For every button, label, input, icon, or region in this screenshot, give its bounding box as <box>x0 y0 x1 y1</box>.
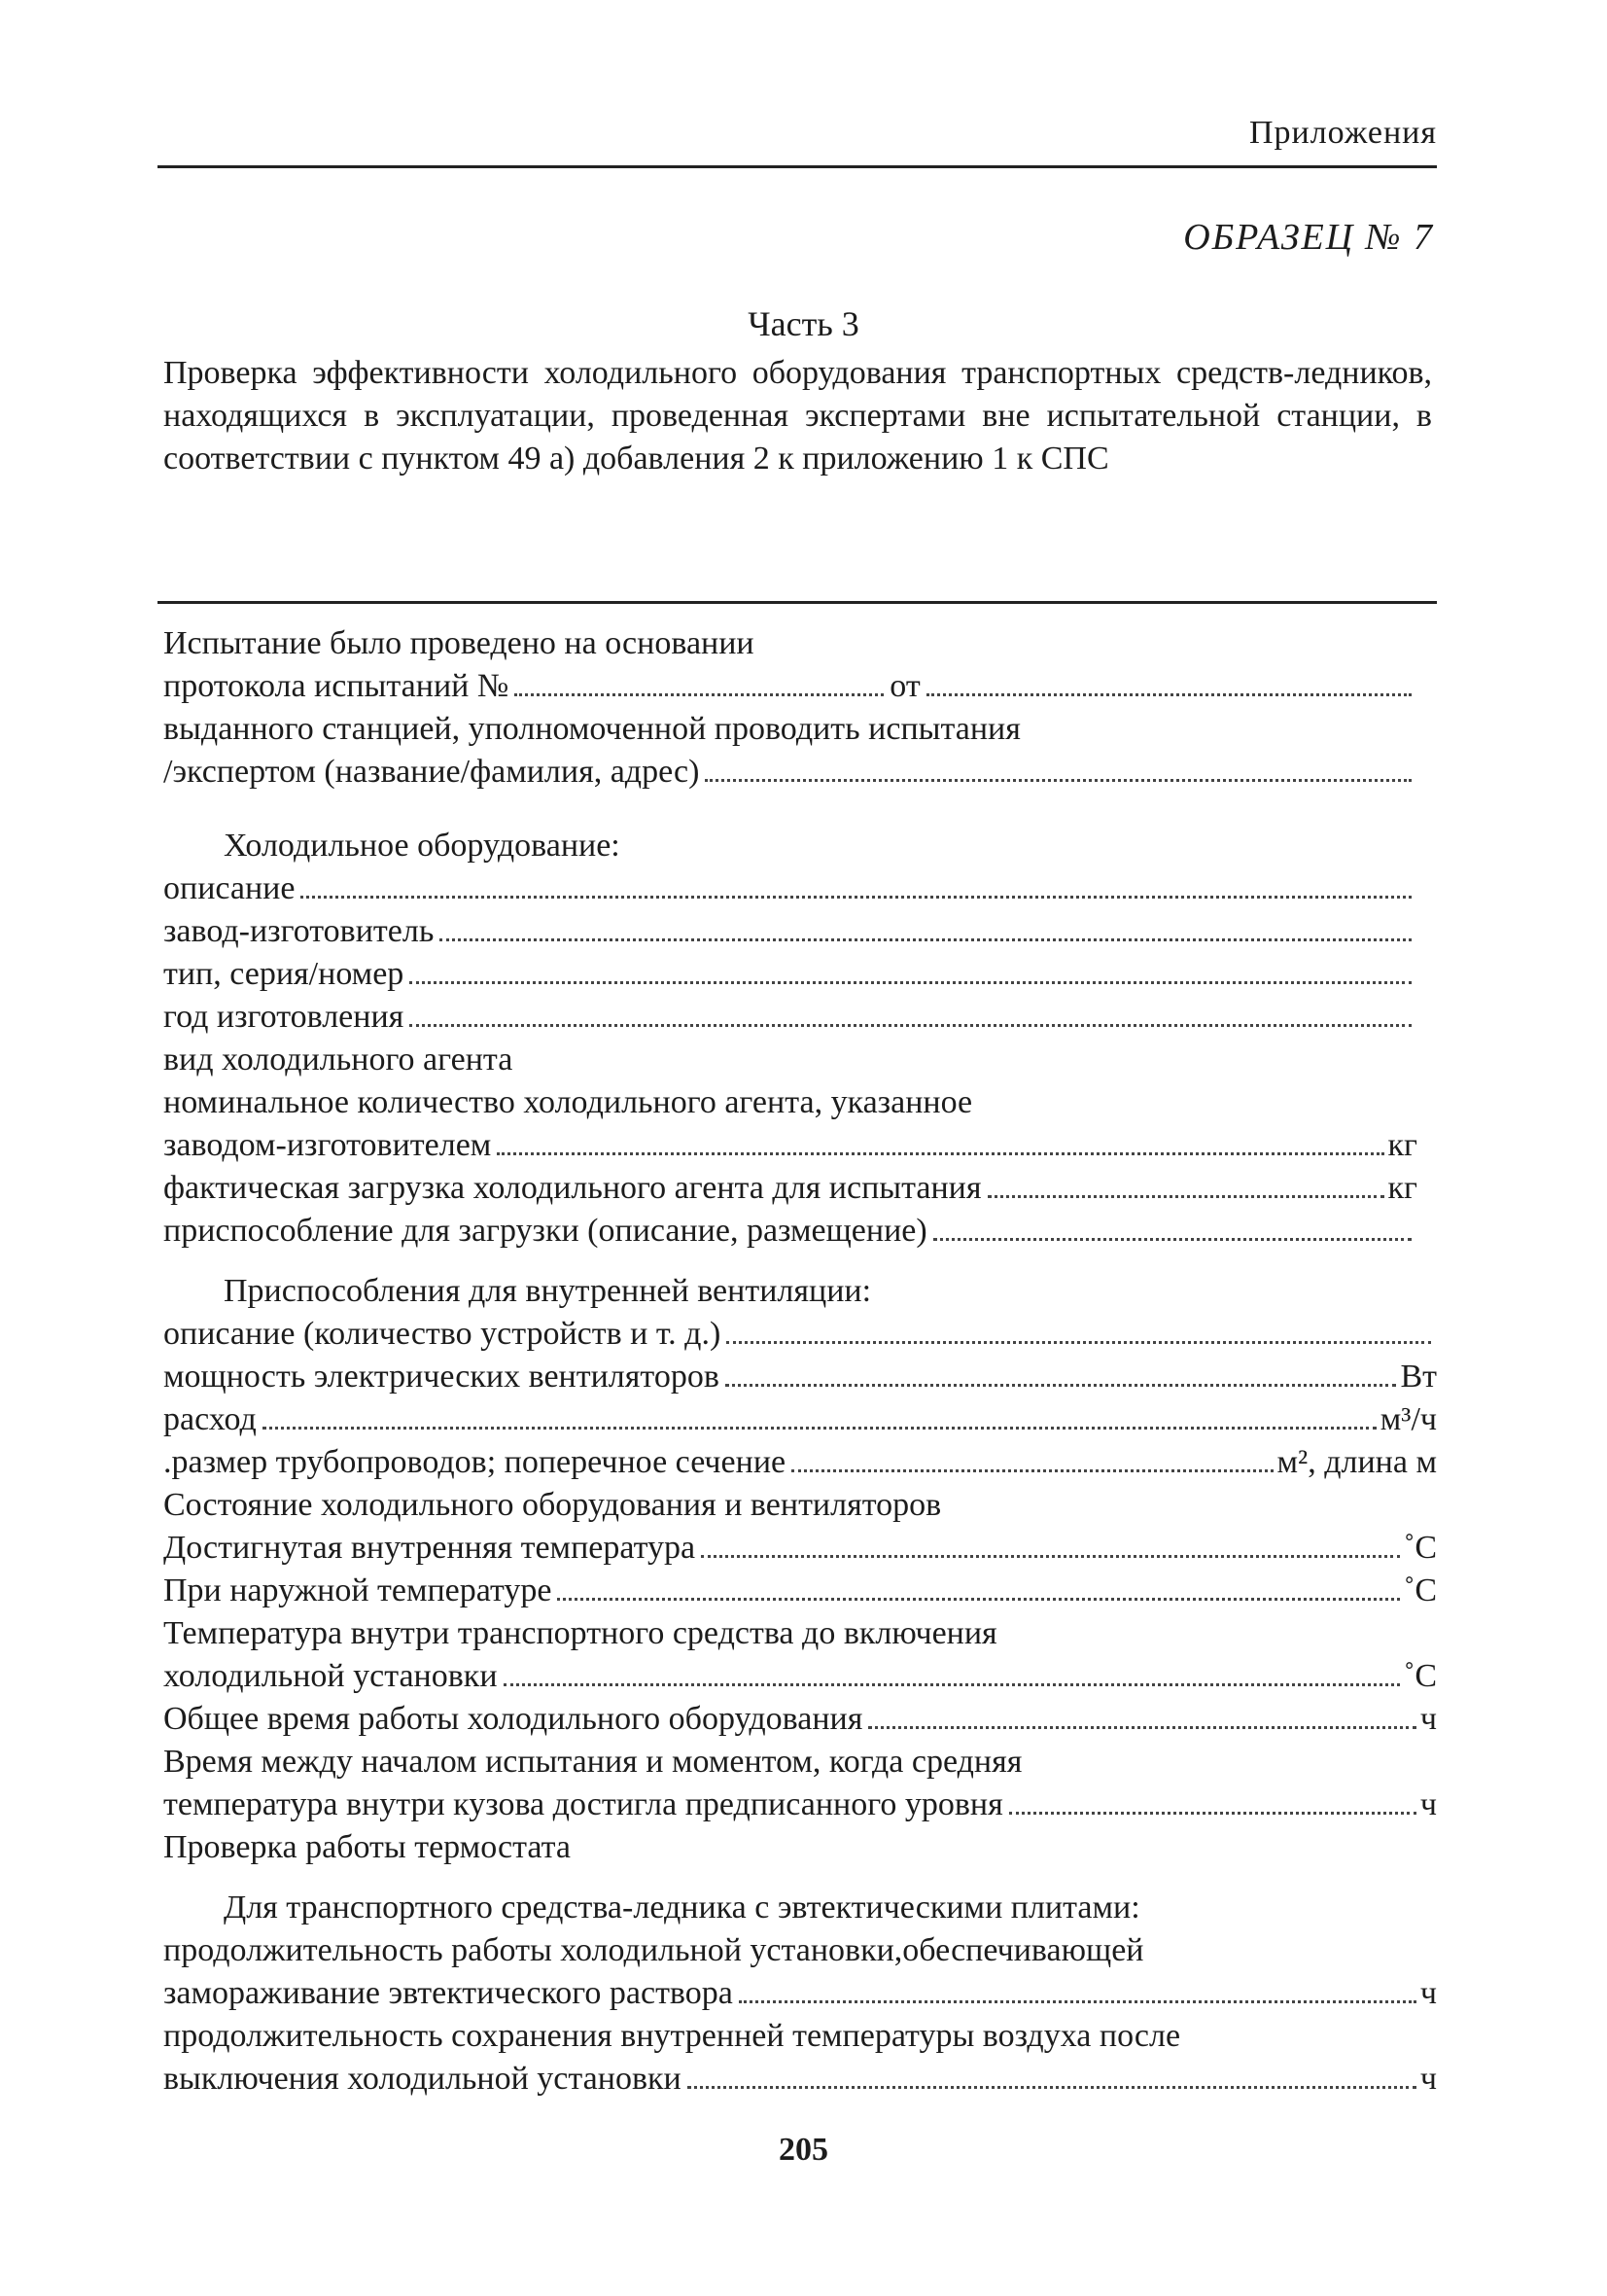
time-line-2: температура внутри кузова достигла предписанного уровня ч <box>163 1786 1437 1822</box>
hold-time-field[interactable] <box>687 2086 1416 2089</box>
total-time-field[interactable] <box>868 1726 1415 1729</box>
nominal-line-1: номинальное количество холодильного агента, указанное <box>163 1084 973 1120</box>
intro-paragraph: Проверка эффективности холодильного оборудования транспортных средств-ледников, находящихся в эксплуатации, проведенная экспертами вне испытательной станции, в соответствии с пунктом 49 а) добавления 2 к приложению 1 к СПС <box>163 355 1432 477</box>
hold-line-1: продолжительность сохранения внутренней температуры воздуха после <box>163 2018 1181 2054</box>
basis-section <box>163 622 1417 794</box>
part-title: Часть 3 <box>748 304 859 343</box>
reach-time-field[interactable] <box>1009 1812 1416 1815</box>
freeze-time-field[interactable] <box>739 2000 1416 2003</box>
ventilation-heading: Приспособления для внутренней вентиляции: <box>224 1273 872 1309</box>
ventilation-description-field[interactable] <box>726 1341 1431 1344</box>
expert-field[interactable] <box>705 779 1412 782</box>
flow-line: расход м³/ч <box>163 1401 1437 1437</box>
sample-number: ОБРАЗЕЦ № 7 <box>1183 217 1434 258</box>
nominal-line-2: заводом-изготовителем кг <box>163 1127 1417 1163</box>
duct-section-field[interactable] <box>791 1469 1273 1472</box>
eutectic-section <box>163 1887 1437 2101</box>
refrigeration-section <box>163 825 1417 1253</box>
eutectic-heading: Для транспортного средства-ледника с эвтектическими плитами: <box>224 1890 1140 1925</box>
freeze-line-1: продолжительность работы холодильной установки,обеспечивающей <box>163 1932 1144 1968</box>
actual-charge-field[interactable] <box>988 1195 1384 1198</box>
hold-line-2: выключения холодильной установки ч <box>163 2061 1437 2097</box>
before-temp-line-1: Температура внутри транспортного средства до включения <box>163 1615 997 1651</box>
external-temp-line: При наружной температуре ˚C <box>163 1572 1437 1608</box>
fan-power-line: мощность электрических вентиляторов Вт <box>163 1359 1437 1395</box>
external-temp-field[interactable] <box>557 1598 1400 1601</box>
ventilation-description: описание (количество устройств и т. д.) <box>163 1313 1437 1356</box>
basis-line-4: /экспертом (название/фамилия, адрес) <box>163 751 1417 794</box>
fan-power-field[interactable] <box>725 1384 1397 1387</box>
basis-line-2: протокола испытаний № от <box>163 665 1417 708</box>
loading-device-field[interactable] <box>933 1238 1412 1241</box>
total-time-line: Общее время работы холодильного оборудования ч <box>163 1701 1437 1737</box>
header-rule <box>157 165 1437 168</box>
duct-size-line: .размер трубопроводов; поперечное сечение м², длина м <box>163 1444 1437 1480</box>
flow-field[interactable] <box>262 1427 1377 1430</box>
protocol-number-field[interactable] <box>514 693 884 696</box>
before-temp-field[interactable] <box>504 1683 1400 1686</box>
nominal-charge-field[interactable] <box>497 1152 1383 1155</box>
loading-device-line: приспособление для загрузки (описание, размещение) <box>163 1210 1417 1253</box>
ventilation-section <box>163 1270 1437 1869</box>
refrigeration-type: тип, серия/номер <box>163 953 1417 996</box>
condition-line: Состояние холодильного оборудования и вентиляторов <box>163 1487 942 1523</box>
actual-charge-line: фактическая загрузка холодильного агента для испытания кг <box>163 1170 1417 1206</box>
manufacturer-field[interactable] <box>439 938 1412 941</box>
refrigeration-year: год изготовления <box>163 996 1417 1039</box>
internal-temp-line: Достигнутая внутренняя температура ˚C <box>163 1530 1437 1566</box>
time-line-1: Время между началом испытания и моментом, когда средняя <box>163 1744 1023 1780</box>
description-field[interactable] <box>300 896 1412 899</box>
freeze-line-2: замораживание эвтектического раствора ч <box>163 1975 1437 2011</box>
basis-line-3: выданного станцией, уполномоченной проводить испытания <box>163 711 1021 747</box>
thermostat-line: Проверка работы термостата <box>163 1829 571 1865</box>
refrigeration-manufacturer: завод-изготовитель <box>163 910 1417 953</box>
page-number: 205 <box>779 2132 828 2168</box>
basis-line-1: Испытание было проведено на основании <box>163 625 754 661</box>
protocol-date-field[interactable] <box>926 693 1412 696</box>
type-serial-field[interactable] <box>409 981 1412 984</box>
year-field[interactable] <box>409 1024 1412 1027</box>
refrigeration-heading: Холодильное оборудование: <box>224 828 620 864</box>
refrigeration-description: описание <box>163 867 1417 910</box>
before-temp-line-2: холодильной установки ˚C <box>163 1658 1437 1694</box>
section-label: Приложения <box>1248 115 1437 151</box>
intro-rule <box>157 601 1437 604</box>
refrigerant-type: вид холодильного агента <box>163 1042 513 1077</box>
internal-temp-field[interactable] <box>701 1555 1400 1558</box>
